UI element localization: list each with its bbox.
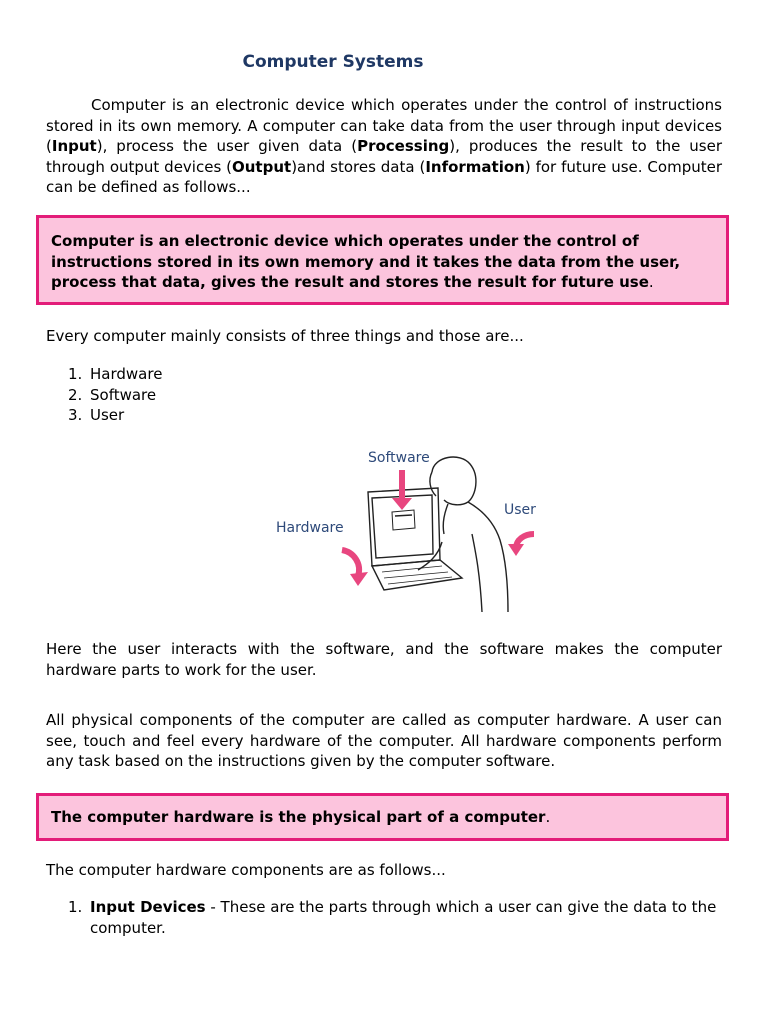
hardware-arrow-icon (342, 550, 368, 586)
list-number: 3. (68, 406, 83, 425)
input-devices-description-cont: computer. (90, 918, 166, 937)
term-information: Information (425, 157, 525, 176)
hardware-definition-period: . (545, 808, 551, 826)
computer-system-illustration (272, 444, 542, 614)
hardware-definition-box (36, 793, 729, 841)
term-input-devices: Input Devices (90, 898, 206, 916)
page-title: Computer Systems (242, 52, 424, 72)
interaction-paragraph: Here the user interacts with the software, and the software makes the computer hardware parts to work for the user. (46, 640, 722, 679)
user-figure-icon (418, 457, 508, 612)
components-intro-paragraph: The computer hardware components are as follows... (46, 861, 446, 879)
intro-text-5: ) for future use. Computer can be defined as follows... (46, 157, 722, 197)
list-number: 2. (68, 385, 83, 404)
things-list (68, 364, 162, 426)
label-software: Software (368, 450, 430, 466)
term-input: Input (51, 137, 97, 156)
list-item (68, 364, 162, 385)
intro-text-3: ), produces the result to the user through output devices ( (46, 137, 722, 176)
term-processing: Processing (357, 137, 450, 156)
definition-period: . (648, 273, 654, 292)
components-list (68, 897, 722, 938)
list-number: 1. (68, 365, 83, 383)
three-things-paragraph: Every computer mainly consists of three things and those are... (46, 327, 524, 345)
term-output: Output (232, 157, 292, 176)
user-arrow-icon (508, 534, 534, 556)
list-item (68, 405, 162, 426)
intro-paragraph (46, 95, 722, 198)
list-item-hardware: Hardware (90, 365, 163, 383)
hardware-definition-text: The computer hardware is the physical part of a computer (51, 808, 546, 826)
hardware-paragraph: All physical components of the computer are called as computer hardware. A user can see, touch and feel every hardware of the computer. All hardware components perform any task based on the instructions given by the computer software. (46, 711, 722, 771)
list-number: 1. (68, 898, 83, 916)
intro-text-4: )and stores data ( (291, 157, 426, 176)
intro-text-2: ), process the user given data ( (96, 137, 358, 156)
label-user: User (504, 502, 536, 518)
list-item (68, 897, 722, 938)
definition-box (36, 215, 729, 305)
definition-text: Computer is an electronic device which operates under the control of instructions stored in its own memory and it takes the data from the user, process that data, gives the result and stores the result for future use (51, 232, 681, 292)
label-hardware: Hardware (276, 520, 344, 536)
input-devices-description: - These are the parts through which a user can give the data to the (205, 898, 717, 916)
intro-text-1: Computer is an electronic device which operates under the control of instructions stored in its own memory. A computer can take data from the user through input devices ( (46, 96, 722, 156)
list-item-user: User (90, 406, 125, 425)
list-item-software: Software (90, 385, 157, 404)
list-item (68, 385, 162, 406)
